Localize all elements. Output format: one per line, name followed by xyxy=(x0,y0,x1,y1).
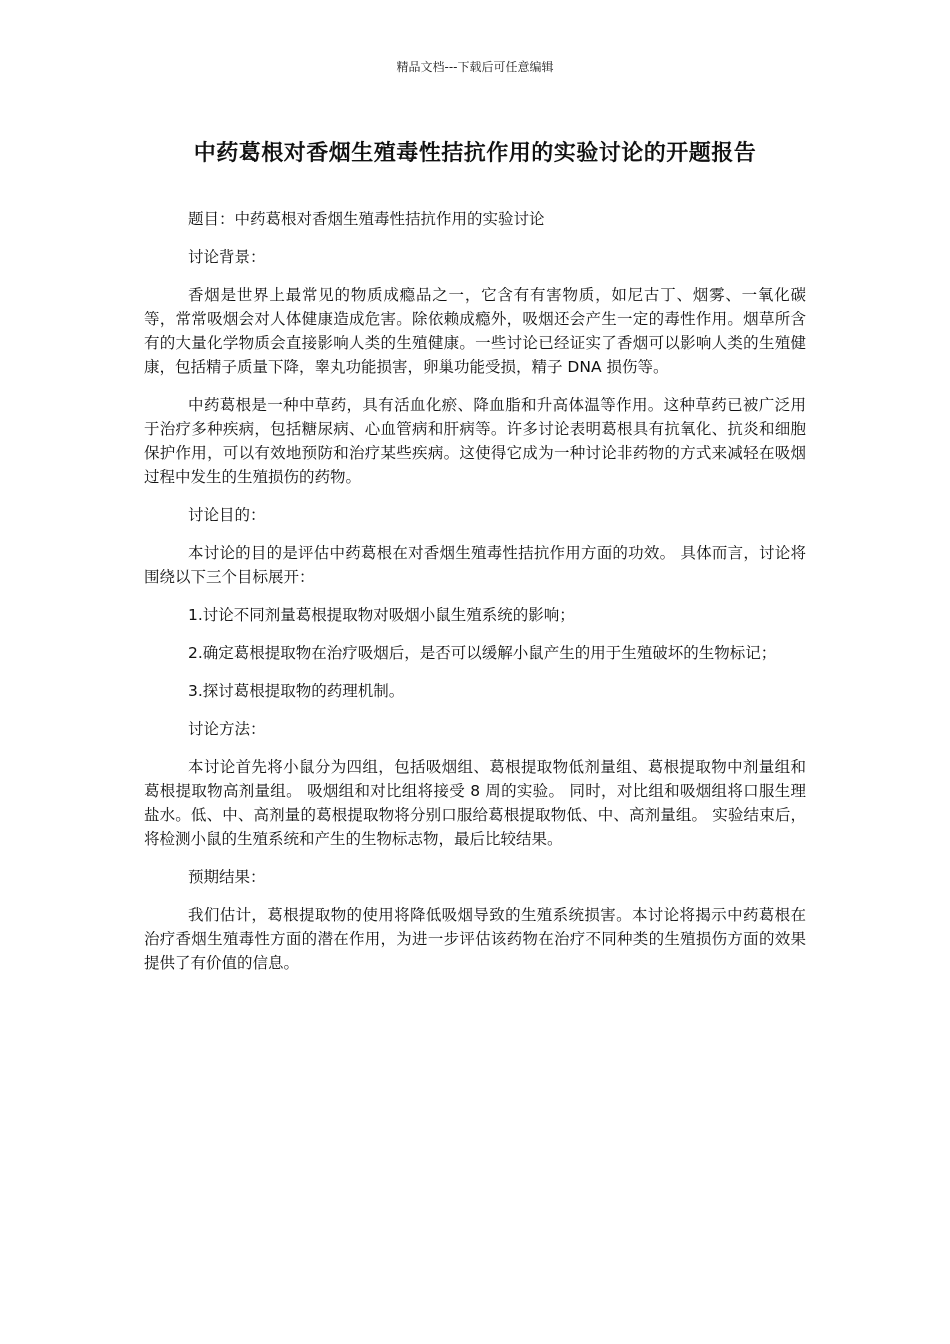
heading-purpose: 讨论目的： xyxy=(188,506,266,524)
document-body xyxy=(144,207,806,989)
goal-item-2: 2.确定葛根提取物在治疗吸烟后，是否可以缓解小鼠产生的用于生殖破坏的生物标记； xyxy=(188,644,777,662)
goal-item-3: 3.探讨葛根提取物的药理机制。 xyxy=(188,682,405,700)
paragraph-purpose: 本讨论的目的是评估中药葛根在对香烟生殖毒性拮抗作用方面的功效。 具体而言，讨论将围绕以下三个目标展开： xyxy=(144,544,806,586)
paragraph-expected-results: 我们估计，葛根提取物的使用将降低吸烟导致的生殖系统损害。本讨论将揭示中药葛根在治疗香烟生殖毒性方面的潜在作用，为进一步评估该药物在治疗不同种类的生殖损伤方面的效果提供了有价值的信息。 xyxy=(144,906,806,972)
heading-background: 讨论背景： xyxy=(188,248,266,266)
heading-methods: 讨论方法： xyxy=(188,720,266,738)
paragraph-topic: 题目：中药葛根对香烟生殖毒性拮抗作用的实验讨论 xyxy=(188,210,545,228)
paragraph-background-kudzu: 中药葛根是一种中草药，具有活血化瘀、降血脂和升高体温等作用。这种草药已被广泛用于治疗多种疾病，包括糖尿病、心血管病和肝病等。许多讨论表明葛根具有抗氧化、抗炎和细胞保护作用，可以有效地预防和治疗某些疾病。这使得它成为一种讨论非药物的方式来减轻在吸烟过程中发生的生殖损伤的药物。 xyxy=(144,396,806,486)
goal-item-1: 1.讨论不同剂量葛根提取物对吸烟小鼠生殖系统的影响； xyxy=(188,606,575,624)
paragraph-methods: 本讨论首先将小鼠分为四组，包括吸烟组、葛根提取物低剂量组、葛根提取物中剂量组和葛根提取物高剂量组。 吸烟组和对比组将接受 8 周的实验。 同时，对比组和吸烟组将口服生理盐水。低、中、高剂量的葛根提取物将分别口服给葛根提取物低、中、高剂量组。 实验结束后，将检测小鼠的生殖系统和产生的生物标志物，最后比较结果。 xyxy=(144,758,806,848)
heading-expected-results: 预期结果： xyxy=(188,868,266,886)
document-title: 中药葛根对香烟生殖毒性拮抗作用的实验讨论的开题报告 xyxy=(193,141,757,166)
paragraph-background-tobacco: 香烟是世界上最常见的物质成瘾品之一，它含有有害物质，如尼古丁、烟雾、一氧化碳等，常常吸烟会对人体健康造成危害。除依赖成瘾外，吸烟还会产生一定的毒性作用。烟草所含有的大量化学物质会直接影响人类的生殖健康。一些讨论已经证实了香烟可以影响人类的生殖健康，包括精子质量下降，睾丸功能损害，卵巢功能受损，精子 DNA 损伤等。 xyxy=(144,286,806,376)
page-header: 精品文档---下载后可任意编辑 xyxy=(396,60,554,74)
